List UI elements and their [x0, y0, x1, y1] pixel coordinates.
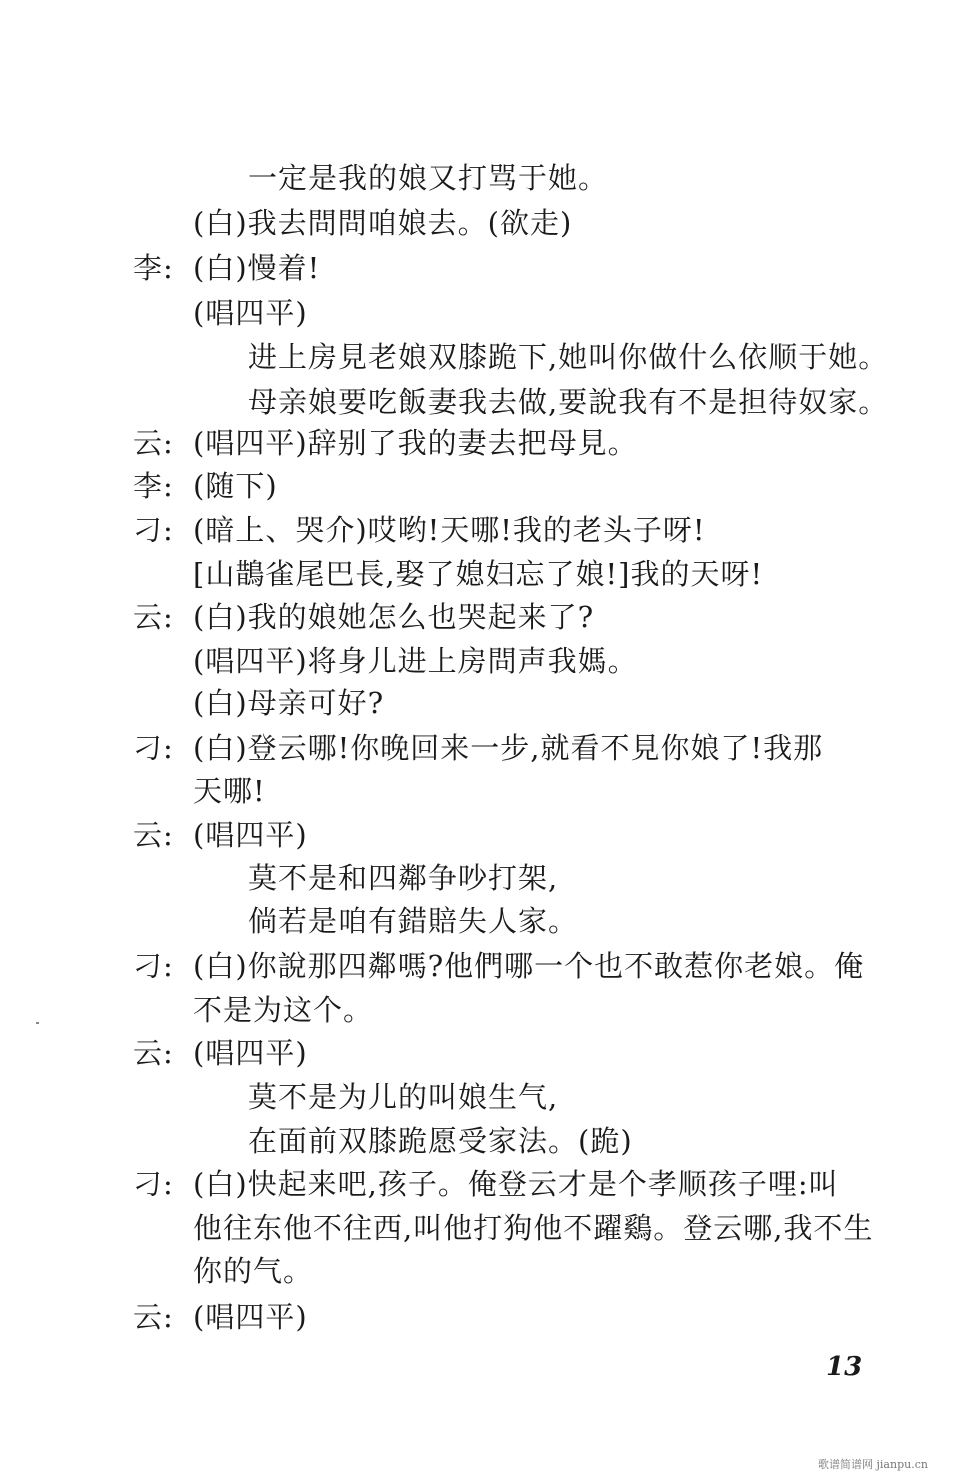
speaker-label: 云:: [133, 426, 174, 460]
speaker-label: 李:: [133, 469, 174, 503]
line-text: (随下): [193, 469, 278, 503]
line-text: (唱四平): [193, 1036, 308, 1070]
line-text: (唱四平): [193, 296, 308, 330]
line-text: (白)慢着!: [193, 251, 321, 285]
page-number: 13: [826, 1352, 863, 1382]
line-text: (白)登云哪!你晚回来一步,就看不見你娘了!我那: [193, 731, 824, 765]
speaker-label: 刁:: [133, 731, 174, 765]
line-text: (白)快起来吧,孩子。俺登云才是个孝顺孩子哩:叫: [193, 1167, 839, 1201]
speaker-label: 李:: [133, 251, 174, 285]
speaker-label: 刁:: [133, 949, 174, 983]
line-text: 一定是我的娘又打骂于她。: [248, 161, 609, 195]
line-text: (暗上、哭介)哎哟!天哪!我的老头子呀!: [193, 513, 706, 547]
line-text: (白)我去問問咱娘去。(欲走): [193, 206, 573, 240]
line-text: 母亲娘要吃飯妻我去做,要說我有不是担待奴家。: [248, 385, 889, 419]
line-text: (唱四平)辞别了我的妻去把母見。: [193, 426, 638, 460]
line-text: (白)我的娘她怎么也哭起来了?: [193, 600, 595, 634]
speaker-label: 云:: [133, 600, 174, 634]
watermark: 歌谱简谱网 jianpu.cn: [818, 1458, 928, 1471]
line-text: 不是为这个。: [193, 993, 374, 1027]
speaker-label: 刁:: [133, 1167, 174, 1201]
line-text: 莫不是为儿的叫娘生气,: [248, 1080, 559, 1114]
line-text: (白)你說那四鄰嗎?他們哪一个也不敢惹你老娘。俺: [193, 949, 865, 983]
speaker-label: 云:: [133, 1300, 174, 1334]
speaker-label: 刁:: [133, 513, 174, 547]
line-text: (唱四平): [193, 1300, 308, 1334]
scan-speck: [36, 1022, 39, 1024]
speaker-label: 云:: [133, 818, 174, 852]
speaker-label: 云:: [133, 1036, 174, 1070]
line-text: 在面前双膝跪愿受家法。(跪): [248, 1124, 633, 1158]
line-text: 进上房見老娘双膝跪下,她叫你做什么依顺于她。: [248, 340, 889, 374]
line-text: 他往东他不往西,叫他打狗他不躍鷄。登云哪,我不生: [193, 1211, 874, 1245]
line-text: 倘若是咱有錯賠失人家。: [248, 904, 579, 938]
line-text: 莫不是和四鄰争吵打架,: [248, 861, 559, 895]
line-text: 你的气。: [193, 1254, 314, 1288]
line-text: (白)母亲可好?: [193, 686, 385, 720]
line-text: (唱四平): [193, 818, 308, 852]
line-text: 天哪!: [193, 774, 266, 808]
line-text: [山鵲雀尾巴長,娶了媳妇忘了娘!]我的天呀!: [193, 557, 764, 591]
line-text: (唱四平)将身儿进上房問声我媽。: [193, 644, 638, 678]
